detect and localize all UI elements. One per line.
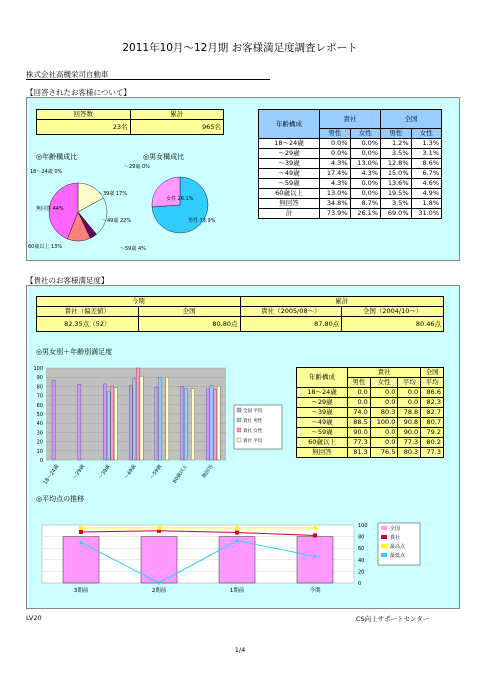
age-label-none: 無回答 44% <box>36 206 64 212</box>
age-composition-table <box>258 109 442 219</box>
bar-mark <box>140 376 143 460</box>
trend-y-tick: 100 <box>358 523 368 529</box>
age-value-cell: 34.8% <box>320 199 351 209</box>
sat-value-cell: 80.3 <box>398 448 421 458</box>
bar-category-label: ～29歳 <box>71 463 87 481</box>
bar-mark <box>206 389 209 460</box>
footer-right: CS向上サポートセンター <box>356 615 430 623</box>
bar-mark <box>210 385 213 460</box>
trend-legend-label: 貴社 <box>390 535 401 541</box>
company-name: 株式会社高槻栄司自動車 <box>26 70 109 79</box>
cumulative-header: 累計 <box>240 297 444 307</box>
sat-value-cell: 90.8 <box>398 418 421 428</box>
trend-point <box>235 526 239 530</box>
bar-mark <box>111 386 114 460</box>
age-value-cell: 13.6% <box>381 179 412 189</box>
bar-y-tick: 20 <box>36 439 43 446</box>
trend-chart-title: ◎平均点の推移 <box>36 495 85 503</box>
trend-category-label: 2期前 <box>151 588 167 594</box>
bar-legend-label: 貴社 女性 <box>243 429 263 434</box>
trend-legend-label: 最低点 <box>390 553 406 559</box>
sat-value-cell: 76.5 <box>370 448 398 458</box>
sat-value-cell: 74.0 <box>348 408 371 418</box>
sat-value-cell: 77.3 <box>348 438 371 448</box>
age-value-cell: 4.3% <box>320 159 351 169</box>
sat-value-cell: 0.0 <box>370 388 398 398</box>
bar-mark <box>213 390 216 460</box>
sat-value-cell: 80.2 <box>421 438 444 448</box>
age-row <box>259 159 442 169</box>
bar-y-tick: 60 <box>36 402 43 409</box>
gender-pie-chart <box>148 170 218 240</box>
sat-age-cell: 18～24歳 <box>297 388 348 398</box>
bar-mark <box>158 377 161 460</box>
nation-score: 80.80点 <box>138 317 240 332</box>
nation-header: 全国 <box>381 110 442 129</box>
sat-sub-header: 女性 <box>370 378 398 388</box>
section2-heading: 【貴社のお客様満足度】 <box>26 276 109 285</box>
age-value-cell: 3.5% <box>381 149 412 159</box>
sat-row <box>297 388 444 398</box>
sat-age-cell: ～39歳 <box>297 408 348 418</box>
bar-mark <box>114 388 117 460</box>
cumulative-value: 965名 <box>130 120 224 135</box>
sat-value-cell: 78.8 <box>398 408 421 418</box>
age-value-cell: 0.0% <box>350 179 381 189</box>
respondent-count-table <box>36 109 224 135</box>
trend-point <box>235 531 239 535</box>
satisfaction-bar-chart <box>26 360 286 485</box>
sat-value-cell: 82.7 <box>421 408 444 418</box>
sat-age-cell: ～59歳 <box>297 428 348 438</box>
satisfaction-score-table <box>36 296 444 332</box>
age-age-cell: 60歳以上 <box>259 189 320 199</box>
age-age-cell: ～39歳 <box>259 159 320 169</box>
sat-value-cell: 77.3 <box>398 438 421 448</box>
age-value-cell: 26.1% <box>350 209 381 219</box>
bar-legend-swatch <box>237 428 241 432</box>
bar-category-label: ～59歳 <box>149 463 164 481</box>
sat-value-cell: 0.0 <box>370 398 398 408</box>
sat-value-cell: 77.3 <box>421 448 444 458</box>
own-label: 貴社（偏差値） <box>37 307 139 317</box>
age-age-cell: ～29歳 <box>259 149 320 159</box>
bar-category-label: 18～24歳 <box>42 463 61 486</box>
age-value-cell: 1.2% <box>381 139 412 149</box>
trend-y-tick: 20 <box>358 569 365 576</box>
bar-mark <box>181 386 184 460</box>
this-period-header: 今期 <box>37 297 241 307</box>
age-value-cell: 8.6% <box>411 159 442 169</box>
sat-value-cell: 80.7 <box>421 418 444 428</box>
own-cum-score: 87.80点 <box>240 317 342 332</box>
sat-sub-header: 平均 <box>398 378 421 388</box>
age-age-cell: ～49歳 <box>259 169 320 179</box>
bar-y-tick: 70 <box>36 393 43 400</box>
age-row <box>259 209 442 219</box>
sat-value-cell: 81.3 <box>348 448 371 458</box>
age-value-cell: 3.1% <box>411 149 442 159</box>
age-row <box>259 169 442 179</box>
sat-sub-header: 男性 <box>348 378 371 388</box>
nation-cum-score: 80.46点 <box>342 317 444 332</box>
trend-bar <box>297 537 333 583</box>
age-value-cell: 15.0% <box>381 169 412 179</box>
age-label-59: ～59歳 4% <box>120 246 146 252</box>
bar-y-tick: 50 <box>36 412 43 418</box>
age-row <box>259 179 442 189</box>
age-value-cell: 8.7% <box>350 199 381 209</box>
bar-mark <box>78 384 81 460</box>
age-label-29: ～29歳 0% <box>124 164 150 170</box>
bar-mark <box>133 379 136 460</box>
bar-y-tick: 80 <box>36 384 43 391</box>
bar-category-label: 60歳以上 <box>171 463 190 485</box>
age-value-cell: 12.8% <box>381 159 412 169</box>
sat-value-cell: 0.0 <box>370 438 398 448</box>
trend-point <box>79 526 83 530</box>
age-value-cell: 69.0% <box>381 209 412 219</box>
sat-value-cell: 90.0 <box>398 428 421 438</box>
trend-legend-swatch <box>381 553 387 557</box>
sat-value-cell: 100.0 <box>370 418 398 428</box>
age-value-cell: 4.6% <box>411 179 442 189</box>
bar-mark <box>103 384 106 460</box>
bar-category-label: ～39歳 <box>97 463 112 481</box>
sat-nation-header: 全国 <box>421 368 444 378</box>
sat-row <box>297 408 444 418</box>
footer-left: LV20 <box>26 614 42 622</box>
bar-category-label: 無回答 <box>201 463 215 480</box>
trend-legend-label: 最高点 <box>390 544 406 550</box>
sat-age-cell: ～29歳 <box>297 398 348 408</box>
sat-value-cell: 0.0 <box>348 398 371 408</box>
age-age-cell: 計 <box>259 209 320 219</box>
nation-label: 全国 <box>138 307 240 317</box>
sat-value-cell: 0.0 <box>348 388 371 398</box>
page-number: 1/4 <box>234 646 246 654</box>
age-value-cell: 17.4% <box>320 169 351 179</box>
bar-mark <box>136 368 139 460</box>
trend-y-tick: 60 <box>358 546 365 553</box>
sat-age-header: 年齢構成 <box>297 368 348 388</box>
age-value-cell: 4.3% <box>320 179 351 189</box>
sat-value-cell: 0.0 <box>370 428 398 438</box>
count-value: 23名 <box>37 120 131 135</box>
age-label-39: ～39歳 17% <box>98 191 128 197</box>
age-row <box>259 189 442 199</box>
bar-legend-label: 全国 平均 <box>243 409 263 414</box>
age-value-cell: 31.0% <box>411 209 442 219</box>
trend-point <box>313 533 317 537</box>
age-age-cell: 18～24歳 <box>259 139 320 149</box>
sat-value-cell: 80.3 <box>370 408 398 418</box>
age-value-cell: 4.3% <box>350 169 381 179</box>
nation-cum-label: 全国（2004/10～） <box>342 307 444 317</box>
satisfaction-age-table <box>296 367 444 458</box>
sat-value-cell: 0.0 <box>398 388 421 398</box>
trend-category-label: 今期 <box>309 588 321 594</box>
report-title: 2011年10月～12月期 お客様満足度調査レポート <box>122 42 358 54</box>
trend-category-label: 1期前 <box>229 588 245 594</box>
trend-point <box>157 526 161 530</box>
bar-mark <box>107 392 110 460</box>
sat-row <box>297 448 444 458</box>
bar-y-tick: 10 <box>36 448 43 455</box>
own-header: 貴社 <box>320 110 381 129</box>
age-value-cell: 13.0% <box>350 159 381 169</box>
trend-legend-swatch <box>381 535 387 539</box>
trend-category-label: 3期前 <box>73 588 89 594</box>
age-pie-chart <box>26 160 150 260</box>
company-underline <box>26 79 270 80</box>
sat-age-cell: 無回答 <box>297 448 348 458</box>
gender-label-male: 男性 73.9% <box>188 218 216 224</box>
bar-y-tick: 100 <box>33 366 43 372</box>
age-row <box>259 199 442 209</box>
bar-category-label: ～49歳 <box>123 463 138 481</box>
age-chart-title: ◎年齢構成比 <box>36 153 78 161</box>
bar-y-tick: 90 <box>36 375 43 382</box>
own-cum-label: 貴社（2005/08～） <box>240 307 342 317</box>
age-value-cell: 0.0% <box>320 149 351 159</box>
age-age-cell: ～59歳 <box>259 179 320 189</box>
sat-row <box>297 398 444 408</box>
trend-legend-swatch <box>381 544 387 548</box>
trend-y-tick: 80 <box>358 534 365 541</box>
bar-mark <box>184 389 187 460</box>
bar-legend-swatch <box>237 408 241 412</box>
trend-legend-swatch <box>381 526 387 530</box>
sat-own-header: 貴社 <box>348 368 421 378</box>
trend-y-tick: 40 <box>358 557 365 564</box>
age-value-cell: 73.9% <box>320 209 351 219</box>
age-label-60: 60歳以上 13% <box>28 244 63 250</box>
bar-mark <box>52 380 55 460</box>
bar-mark <box>166 377 169 460</box>
sat-row <box>297 438 444 448</box>
sat-value-cell: 79.2 <box>421 428 444 438</box>
bar-chart-title: ◎男女別＋年齢別満足度 <box>36 348 113 356</box>
age-value-cell: 0.0% <box>350 139 381 149</box>
age-value-cell: 0.0% <box>350 189 381 199</box>
bar-y-tick: 40 <box>36 421 43 428</box>
sub-header: 女性 <box>411 129 442 139</box>
sub-header: 男性 <box>381 129 412 139</box>
age-row <box>259 149 442 159</box>
trend-y-tick: 0 <box>358 581 362 587</box>
bar-mark <box>155 387 158 460</box>
trend-point <box>79 530 83 534</box>
trend-point <box>313 526 317 530</box>
bar-mark <box>217 386 220 460</box>
bar-legend-swatch <box>237 438 241 442</box>
age-row <box>259 139 442 149</box>
gender-label-female: 女性 26.1% <box>166 196 194 202</box>
age-value-cell: 4.9% <box>411 189 442 199</box>
sat-value-cell: 86.6 <box>421 388 444 398</box>
age-value-cell: 1.8% <box>411 199 442 209</box>
sat-value-cell: 88.5 <box>348 418 371 428</box>
sat-value-cell: 82.3 <box>421 398 444 408</box>
count-header: 回答数 <box>37 110 131 120</box>
section1-heading: 【回答されたお客様について】 <box>26 88 131 97</box>
age-value-cell: 19.5% <box>381 189 412 199</box>
age-value-cell: 3.5% <box>381 199 412 209</box>
sat-age-cell: 60歳以上 <box>297 438 348 448</box>
gender-pie-slice <box>152 177 180 207</box>
own-score: 82.35点（52） <box>37 317 139 332</box>
bar-y-tick: 0 <box>39 458 43 464</box>
age-age-cell: 無回答 <box>259 199 320 209</box>
bar-legend-label: 貴社 男性 <box>243 419 263 424</box>
age-label-18-24: 18～24歳 0% <box>30 169 63 175</box>
bar-legend-swatch <box>237 418 241 422</box>
sub-header: 女性 <box>350 129 381 139</box>
age-value-cell: 1.3% <box>411 139 442 149</box>
sat-row <box>297 428 444 438</box>
bar-legend-label: 貴社 平均 <box>243 439 263 444</box>
sat-age-cell: ～49歳 <box>297 418 348 428</box>
age-value-cell: 13.0% <box>320 189 351 199</box>
age-label-49: ～49歳 22% <box>102 218 132 224</box>
bar-y-tick: 30 <box>36 430 43 437</box>
age-value-cell: 6.7% <box>411 169 442 179</box>
sat-row <box>297 418 444 428</box>
age-table-header: 年齢構成 <box>259 110 320 139</box>
sat-value-cell: 0.0 <box>398 398 421 408</box>
sat-value-cell: 90.0 <box>348 428 371 438</box>
trend-legend-label: 全国 <box>390 526 401 532</box>
sat-sub-header: 平均 <box>421 378 444 388</box>
bar-mark <box>129 386 132 460</box>
age-value-cell: 0.0% <box>350 149 381 159</box>
bar-mark <box>191 389 194 460</box>
trend-chart <box>40 515 460 605</box>
sub-header: 男性 <box>320 129 351 139</box>
gender-chart-title: ◎男女構成比 <box>143 153 185 161</box>
cumulative-header: 累計 <box>130 110 224 120</box>
age-value-cell: 0.0% <box>320 139 351 149</box>
